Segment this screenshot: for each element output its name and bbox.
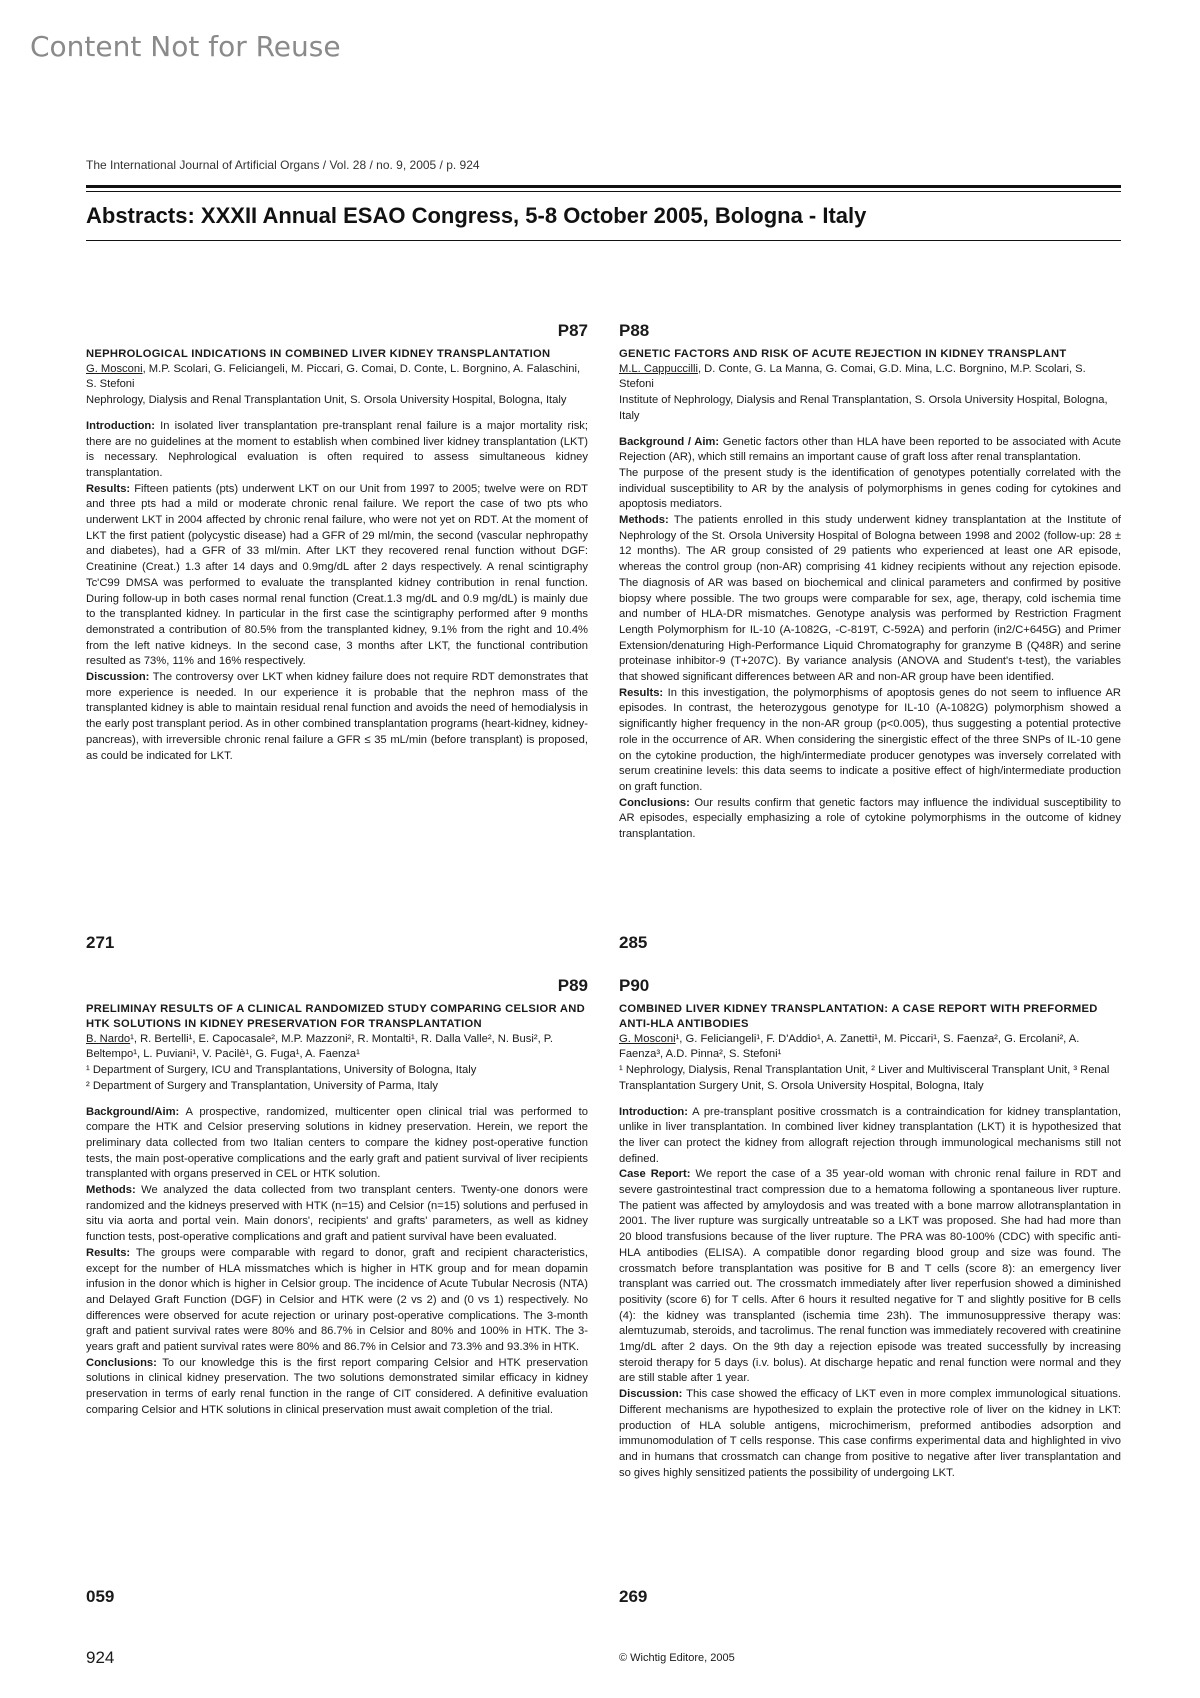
abstract-section: Conclusions: Our results confirm that genetic factors may influence the individual susceptibility to AR episodes, especially emphasizing a role of cytokine polymorphisms in the outcome of kidney transplantation.	[619, 796, 1121, 841]
abstract-section: Methods: We analyzed the data collected from two transplant centers. Twenty-one donors were randomized and the kidneys preserved with HTK (n=15) and Celsior (n=15) solutions and perfused in situ via aorta and portal vein. Main donors', recipients' and grafts' parameters, as well as kidney function tests, post-operative complications and graft and patient survival have been evaluated.	[86, 1184, 588, 1244]
abstract-section: Case Report: We report the case of a 35 year-old woman with chronic renal failure in RDT and severe gastrointestinal tract compression due to a hematoma following a spontaneous liver rupture. The patient was affected by amyloydosis and was treated with a bone marrow allotransplantation in 2001. The liver rupture was surgically untreatable so a LKT was proposed. She had had more than 20 blood transfusions because of the liver rupture. The PRA was 80-100% (CDC) with specific anti-HLA antibodies (ELISA). A compatible donor regarding blood group and size was found. The crossmatch before transplantation was positive for B and T cells (score 8): an emergency liver transplant was carried out. The crossmatch immediately after liver reperfusion showed a diminished positivity (score 6) for T cells. After 6 hours it resulted negative for T and slightly positive for B cells (4): the kidney was transplanted (ischemia time 23h). The immunosuppressive therapy was: alemtuzumab, steroids, and tacrolimus. The renal function was immediately recovered with creatinine 1mg/dL after 2 days. On the 9th day a rejection episode was treated successfully by increasing steroid therapy for 5 days (i.v. bolus). At discharge hepatic and renal function were normal and they are still stable after 1 year.	[619, 1168, 1121, 1385]
abstract-section: Conclusions: To our knowledge this is the first report comparing Celsior and HTK preservation solutions in clinical kidney preservation. The two solutions demonstrated similar efficacy in kidney preservation in terms of early renal function in the range of CIT considered. A definitive evaluation comparing Celsior and HTK solutions in clinical preservation must await completion of the trial.	[86, 1356, 588, 1416]
title-rule-bottom	[86, 240, 1121, 241]
abstract-code: 269	[619, 1587, 648, 1606]
abstract-section: Introduction: A pre-transplant positive crossmatch is a contraindication for kidney transplantation, unlike in liver transplantation. In combined liver kidney transplantation (LKT) it is hypothesized that the liver can protect the kidney from allograft rejection through immunological mechanisms still not defined.	[619, 1105, 1121, 1165]
header-rule-second	[86, 191, 1121, 192]
co-authors: ¹, R. Bertelli¹, E. Capocasale², M.P. Mazzoni², R. Montalti¹, R. Dalla Valle², N. Busi², P. Beltempo¹, L. Puviani¹, V. Pacilè¹, G. Fuga¹, A. Faenza¹	[86, 1032, 553, 1061]
abstract-p89	[86, 978, 588, 1419]
abstract-section: Discussion: This case showed the efficacy of LKT even in more complex immunological situations. Different mechanisms are hypothesized to explain the protective role of liver on the kidney in LKT: production of HLA soluble antigens, microchimerism, preformed antibodies adsorption and immunomodulation of T cells response. This case confirms experimental data and highlighted in vivo and in humans that crossmatch can change from positive to negative after liver transplantation and so gives highly sensitized patients the possibility of undergoing LKT.	[619, 1388, 1121, 1479]
abstract-p87	[86, 323, 588, 764]
copyright: © Wichtig Editore, 2005	[619, 1652, 735, 1664]
header-rule-top	[86, 185, 1121, 188]
abstract-code: 059	[86, 1587, 115, 1606]
abstract-section: The purpose of the present study is the identification of genotypes potentially correlated with the individual susceptibility to AR by the analysis of polymorphisms in genes coding for cytokines and apoptosis mediators.	[619, 466, 1121, 511]
abstract-authors	[86, 362, 588, 393]
abstract-p88	[619, 323, 1121, 843]
abstract-authors	[619, 362, 1121, 393]
watermark: Content Not for Reuse	[30, 30, 341, 63]
abstract-number: P88	[619, 321, 650, 340]
abstract-title: NEPHROLOGICAL INDICATIONS IN COMBINED LIVER KIDNEY TRANSPLANTATION	[86, 347, 551, 360]
abstract-section: Background / Aim: Genetic factors other than HLA have been reported to be associated with Acute Rejection (AR), which still remains an important cause of graft loss after renal transplantation.	[619, 435, 1121, 464]
abstract-number: P87	[557, 321, 588, 340]
abstract-section: Discussion: The controversy over LKT when kidney failure does not require RDT demonstrates that more experience is needed. In our experience it is probable that the nephron mass of the transplanted kidney is able to maintain residual renal function and avoids the need of hemodialysis in the early post transplant period. As in other combined transplantation programs (heart-kidney, kidney-pancreas), with irreversible chronic renal failure a GFR ≤ 35 mL/min (before transplant) is proposed, as could be indicated for LKT.	[86, 671, 588, 762]
abstract-section: Results: In this investigation, the polymorphisms of apoptosis genes do not seem to influence AR episodes. In contrast, the heterozygous genotype for IL-10 (A-1082G) polymorphism showed a significantly higher frequency in the non-AR group (p<0.005), thus suggesting a potential protective role in the occurrence of AR. When considering the sinergistic effect of the three SNPs of IL-10 gene on the cytokine production, the high/intermediate producer genotypes was inversely correlated with serum creatinine levels: this data seems to indicate a positive effect of high/intermediate production on graft function.	[619, 686, 1121, 793]
abstract-authors	[619, 1032, 1121, 1063]
presenting-author: B. Nardo	[86, 1032, 131, 1045]
co-authors: ¹, G. Feliciangeli¹, F. D'Addio¹, A. Zanetti¹, M. Piccari¹, S. Faenza², G. Ercolani², A. Faenza³, A.D. Pinna², S. Stefoni¹	[619, 1032, 1080, 1061]
presenting-author: G. Mosconi	[619, 1032, 676, 1045]
abstract-section: Results: Fifteen patients (pts) underwent LKT on our Unit from 1997 to 2005; twelve were on RDT and three pts had a mild or moderate chronic renal failure. We report the case of two pts who underwent LKT in 2004 affected by chronic renal failure, who were not yet on RDT. At the moment of LKT the first patient (polycystic disease) had a GFR of 29 ml/min, the second (vascular nephropathy and diabetes), had a GFR of 33 ml/min. After LKT they recovered renal function without DGF: Creatinine (Creat.) 1.3 after 14 days and 0.9mg/dL after 2 days respectively. A renal scintigraphy Tc'C99 DMSA was performed to evaluate the transplanted kidney contribution in renal function. During follow-up in both cases normal renal function (Creat.1.3 mg/dL and 0.9 mg/dL) is mainly due to the transplanted kidney. In particular in the first case the scintigraphy performed after 9 months demonstrated a contribution of 80.5% from the transplanted kidney, 9.1% from the right and 10.4% from the left native kidneys. In the second case, 3 months after LKT, the functional contribution resulted as 73%, 11% and 16% respectively.	[86, 482, 588, 668]
journal-header: The International Journal of Artificial Organs / Vol. 28 / no. 9, 2005 / p. 924	[86, 158, 480, 172]
abstract-body	[619, 1105, 1121, 1482]
abstract-title: COMBINED LIVER KIDNEY TRANSPLANTATION: A CASE REPORT WITH PREFORMED ANTI-HLA ANTIBODIES	[619, 1002, 1098, 1030]
page-title: Abstracts: XXXII Annual ESAO Congress, 5-8 October 2005, Bologna - Italy	[86, 203, 867, 228]
abstract-section: Introduction: In isolated liver transplantation pre-transplant renal failure is a major mortality risk; there are no guidelines at the moment to establish when combined liver kidney transplantation (LKT) is necessary. Nephrological evaluation is often required to assess simultaneous kidney transplantation.	[86, 419, 588, 479]
presenting-author: M.L. Cappuccilli	[619, 362, 698, 375]
page-number: 924	[86, 1648, 115, 1667]
abstract-section: Results: The groups were comparable with regard to donor, graft and recipient characteristics, except for the number of HLA missmatches which is higher in HTK group and for mean dopamin infusion in the donor which is higher in Celsior group. The incidence of Acute Tubular Necrosis (NTA) and Delayed Graft Function (DGF) in Celsior and HTK were (2 vs 2) and (0 vs 1) respectively. No differences were observed for acute rejection or urinary post-operative complications. The 3-month graft and patient survival rates were 80% and 86.7% in Celsior and 80% and 100% in HTK. The 3-years graft and patient survival rates were 80% and 86.7% in Celsior and 73.3% and 93.3% in HTK.	[86, 1246, 588, 1354]
abstract-affiliation: ¹ Department of Surgery, ICU and Transplantations, University of Bologna, Italy ² Department of Surgery and Transplantation, University of Parma, Italy	[86, 1064, 477, 1092]
abstract-body	[86, 419, 588, 764]
abstract-body	[619, 435, 1121, 843]
presenting-author: G. Mosconi	[86, 362, 143, 375]
co-authors: , D. Conte, G. La Manna, G. Comai, G.D. Mina, L.C. Borgnino, M.P. Scolari, S. Stefoni	[619, 362, 1086, 391]
abstract-body	[86, 1105, 588, 1419]
abstract-authors	[86, 1032, 588, 1063]
abstract-affiliation: Nephrology, Dialysis and Renal Transplantation Unit, S. Orsola University Hospital, Bologna, Italy	[86, 394, 567, 407]
abstract-code: 285	[619, 933, 648, 952]
abstract-number: P90	[619, 976, 650, 995]
abstract-p90	[619, 978, 1121, 1481]
abstract-number: P89	[557, 976, 588, 995]
abstract-section: Background/Aim: A prospective, randomized, multicenter open clinical trial was performed to compare the HTK and Celsior preserving solutions in kidney preservation. Herein, we report the preliminary data collected from two Italian centers to compare the kidney post-operative function tests, the main post-operative complications and the early graft and patient survival of liver recipients transplanted with organs preserved in CEL or HTK solution.	[86, 1105, 588, 1181]
abstract-title: PRELIMINAY RESULTS OF A CLINICAL RANDOMIZED STUDY COMPARING CELSIOR AND HTK SOLUTIONS IN KIDNEY PRESERVATION FOR TRANSPLANTATION	[86, 1002, 586, 1030]
abstract-code: 271	[86, 933, 115, 952]
abstract-affiliation: Institute of Nephrology, Dialysis and Renal Transplantation, S. Orsola University Hospital, Bologna, Italy	[619, 394, 1108, 422]
abstract-title: GENETIC FACTORS AND RISK OF ACUTE REJECTION IN KIDNEY TRANSPLANT	[619, 347, 1067, 360]
co-authors: , M.P. Scolari, G. Feliciangeli, M. Piccari, G. Comai, D. Conte, L. Borgnino, A. Falaschini, S. Stefoni	[86, 362, 581, 391]
abstract-affiliation: ¹ Nephrology, Dialysis, Renal Transplantation Unit, ² Liver and Multivisceral Transplant Unit, ³ Renal Transplantation Surgery Unit, S. Orsola University Hospital, Bologna, Italy	[619, 1064, 1110, 1092]
abstract-section: Methods: The patients enrolled in this study underwent kidney transplantation at the Institute of Nephrology of the St. Orsola University Hospital of Bologna between 1998 and 2002 (follow-up: 28 ± 12 months). The AR group consisted of 29 patients who experienced at least one AR episode, whereas the control group (non-AR) comprising 41 kidney recipients without any rejection episode. The diagnosis of AR was based on biochemical and clinical parameters and confirmed by positive biopsy where possible. The two groups were comparable for sex, age, therapy, cold ischemia time and number of HLA-DR mismatches. Genotype analysis was performed by Restriction Fragment Length Polymorphism for IL-10 (A-1082G, -C-819T, C-592A) and perforin (in2/C+645G) and Primer Extension/denaturing High-Performance Liquid Chromatography for granzyme B (Q48R) and serine proteinase inhibitor-9 (T+207C). By variance analysis (ANOVA and Student's t-test), the variables that showed significant differences between AR and non-AR group have been identified.	[619, 514, 1121, 684]
